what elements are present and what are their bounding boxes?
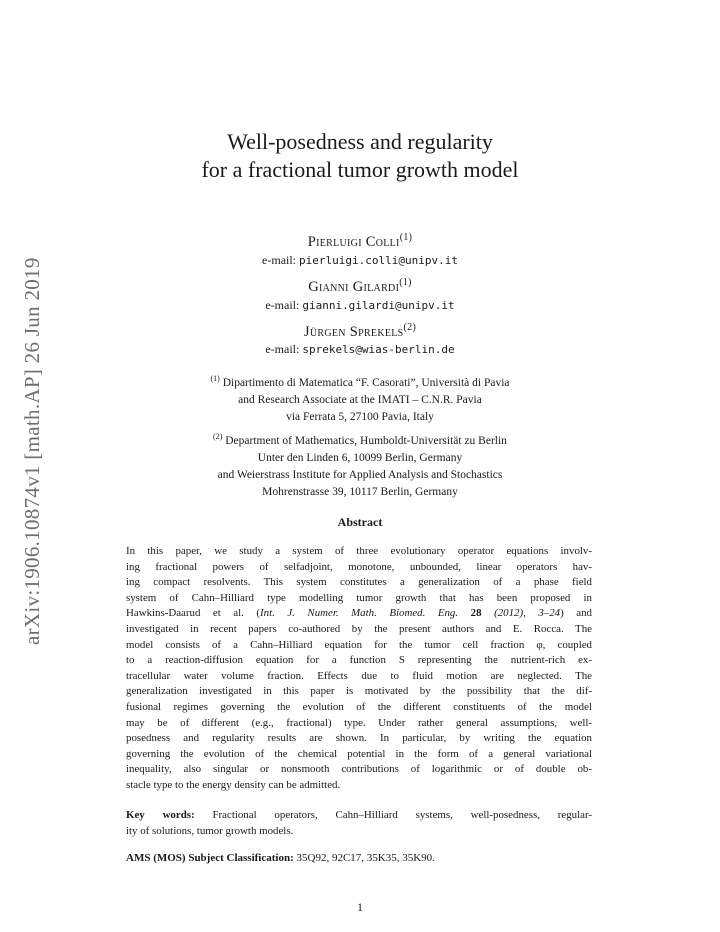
abstract-line: posedness and regularity results are shown. In particular, by writing the equation [126, 732, 592, 745]
author-email-link[interactable]: pierluigi.colli@unipv.it [299, 253, 458, 267]
abstract-line: ing compact resolvents. This system constitutes a generalization of a phase field [126, 576, 592, 589]
author-email-line: e-mail: gianni.gilardi@unipv.it [265, 297, 455, 312]
affiliation-1: $^{(1)}$ Dipartimento di Matematica “F. Casorati”, Università di Pavia and Research Associate at the IMATI – C.N.R. Pavia via Ferrata 5, 27100 Pavia, Italy [210, 374, 510, 423]
abstract-body [126, 544, 592, 794]
affiliation-marker: (2) [213, 432, 223, 441]
author-email-link[interactable]: sprekels@wias-berlin.de [302, 343, 455, 357]
abstract-line: investigated in recent papers co-authored by the present authors and E. Rocca. The [126, 622, 592, 635]
author-email-line: e-mail: sprekels@wias-berlin.de [265, 342, 455, 357]
abstract-line: to a reaction-diffusion equation for a function S representing the nutrient-rich ex- [126, 654, 592, 667]
author-affiliation-marker: (2) [403, 321, 417, 333]
keywords-text: Fractional operators, Cahn–Hilliard systems, well-posedness, regular- [194, 809, 592, 821]
abstract-line: tracellular water volume fraction. Effects due to fluid motion are neglected. The [126, 669, 592, 682]
author-affiliation-marker: (1) [399, 276, 412, 288]
keywords-label: Key words: [126, 809, 195, 821]
author-email-line: e-mail: pierluigi.colli@unipv.it [262, 252, 458, 267]
abstract-line: system of Cahn–Hilliard type modelling tumor growth that has been proposed in [126, 591, 592, 604]
author-name: Jürgen Sprekels$^{(2)}$ [303, 321, 417, 340]
author-name: Pierluigi Colli$^{(1)}$ [307, 232, 413, 250]
abstract-line: stacle type to the energy density can be admitted. [126, 778, 341, 791]
abstract-line: model consists of a Cahn–Hilliard equation for the tumor cell fraction φ, coupled [126, 638, 592, 651]
ams-label: AMS (MOS) Subject Classification: [126, 852, 294, 864]
affiliation-2: $^{(2)}$ Department of Mathematics, Humboldt-Universität zu Berlin Unter den Linden 6, 10099 Berlin, Germany and Weierstrass Institute for Applied Analysis and Stochastics Mohrenstrasse 39, 10117 Berlin, Germany [213, 432, 507, 498]
abstract-line: generalization investigated in this paper is motivated by the possibility that the dif- [126, 685, 592, 698]
author-list [0, 228, 720, 362]
ams-value: 35Q92, 92C17, 35K35, 35K90. [293, 852, 435, 864]
title-line-1: Well-posedness and regularity [227, 129, 493, 154]
keywords-text: ity of solutions, tumor growth models. [126, 824, 294, 837]
abstract-line-citation: Hawkins-Daarud et al. (Int. J. Numer. Math. Biomed. Eng. 28 (2012), 3–24) and [126, 607, 592, 620]
abstract-line: governing the evolution of the chemical potential in the form of a general variational [126, 747, 592, 760]
abstract-heading: Abstract [337, 515, 383, 529]
abstract-line: inequality, also singular or nonsmooth contributions of logarithmic or of double ob- [126, 763, 592, 776]
affiliation-marker: (1) [210, 374, 220, 383]
abstract-line: fusional regimes governing the evolution of the different constituents of the model [126, 700, 592, 713]
author-name: Gianni Gilardi$^{(1)}$ [308, 276, 412, 295]
abstract-line: In this paper, we study a system of three evolutionary operator equations involv- [126, 545, 592, 557]
ams-classification [126, 850, 592, 866]
abstract-line: ing fractional powers of selfadjoint, monotone, unbounded, linear operators hav- [126, 560, 592, 573]
arxiv-identifier: arXiv:1906.10874v1 [math.AP] 26 Jun 2019 [20, 257, 44, 645]
page-number: 1 [357, 900, 363, 914]
author-email-link[interactable]: gianni.gilardi@unipv.it [302, 298, 455, 312]
author-block [0, 318, 720, 359]
keywords [126, 808, 592, 839]
abstract-line: may be of different (e.g., fractional) type. Under rather general assumptions, well- [126, 716, 592, 729]
title-line-2: for a fractional tumor growth model [201, 157, 519, 182]
author-affiliation-marker: (1) [399, 232, 413, 243]
author-block [0, 228, 720, 269]
author-block [0, 273, 720, 314]
paper-title [0, 128, 720, 184]
